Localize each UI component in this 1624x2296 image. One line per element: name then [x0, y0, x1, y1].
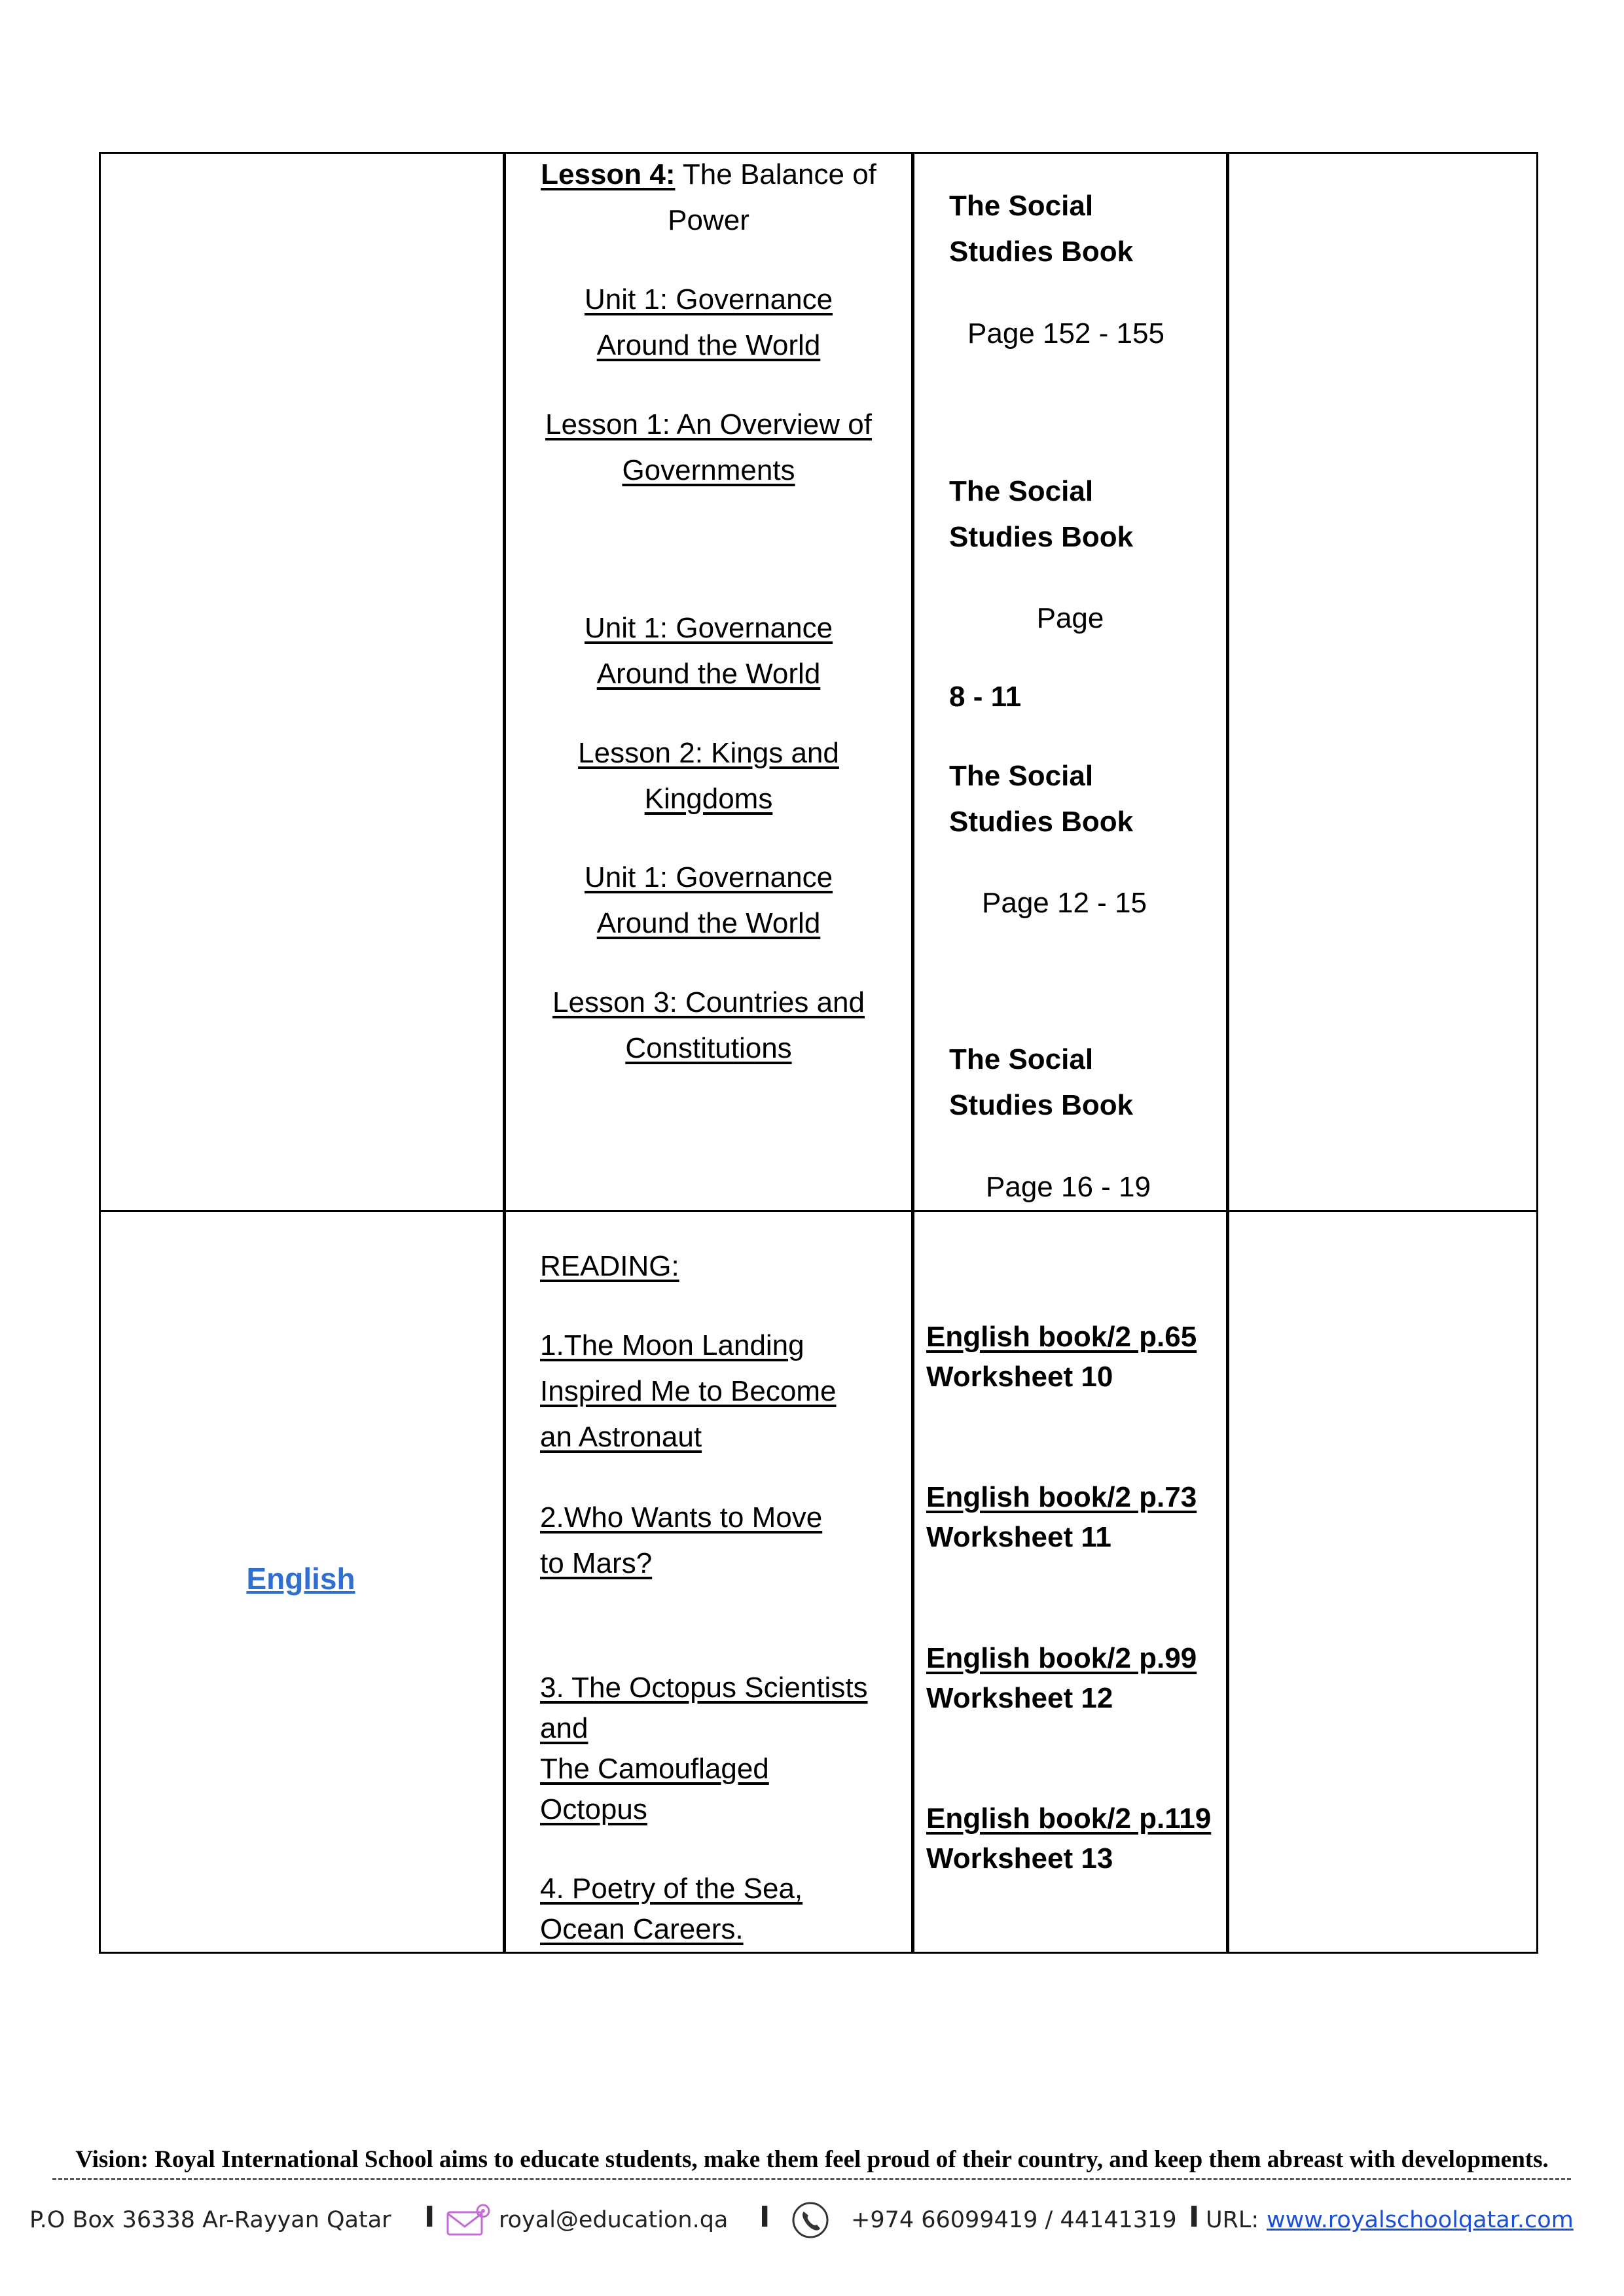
resource-page-d: Page 16 - 19 [986, 1171, 1151, 1203]
resource-book-c [949, 753, 1133, 845]
table-left-border [99, 152, 101, 1954]
unit-1-heading-c [506, 855, 911, 946]
book-title-line2: Studies Book [949, 806, 1134, 838]
separator: I [424, 2200, 435, 2234]
english-resource-1 [926, 1317, 1197, 1397]
reading-item-line: 3. The Octopus Scientists [540, 1672, 868, 1704]
table-right-border [1536, 152, 1538, 1954]
column-divider-2 [911, 152, 914, 1954]
reading-item-1 [540, 1323, 836, 1460]
contact-bar [0, 2199, 1624, 2245]
english-book-ref: English book/2 p.73 [926, 1481, 1197, 1513]
resource-page-c: Page 12 - 15 [982, 887, 1147, 919]
book-title-line1: The Social [949, 190, 1094, 222]
reading-item-line: an Astronaut [540, 1421, 702, 1453]
column-divider-3 [1226, 152, 1229, 1954]
english-book-ref: English book/2 p.65 [926, 1321, 1197, 1353]
reading-item-line: The Camouflaged [540, 1753, 769, 1785]
book-title-line2: Studies Book [949, 236, 1134, 268]
reading-item-line: and [540, 1712, 588, 1744]
phone-icon [791, 2200, 830, 2246]
english-resource-3 [926, 1638, 1197, 1718]
unit-1-line1: Unit 1: Governance [584, 283, 833, 315]
url-label: URL: [1206, 2207, 1259, 2233]
resource-book-a [949, 183, 1133, 275]
english-resource-4 [926, 1799, 1211, 1878]
english-book-ref: English book/2 p.119 [926, 1803, 1212, 1835]
worksheet-ref: Worksheet 12 [926, 1682, 1113, 1714]
resource-book-d [949, 1037, 1133, 1128]
reading-heading: READING: [540, 1250, 679, 1282]
unit-1-line2: Around the World [596, 329, 821, 361]
subject-english-link[interactable]: English [246, 1562, 355, 1596]
reading-item-4 [540, 1869, 803, 1950]
book-title-line1: The Social [949, 760, 1094, 792]
lesson-2-title [506, 730, 911, 822]
lesson-4-title [506, 152, 911, 198]
lesson-3-line1: Lesson 3: Countries and [552, 986, 865, 1018]
email-icon [445, 2202, 491, 2244]
unit-1-line2: Around the World [596, 907, 821, 939]
lesson-4-title-line2: Power [668, 204, 749, 236]
resource-book-b [949, 469, 1133, 560]
separator: I [759, 2200, 770, 2234]
lesson-3-title [506, 980, 911, 1071]
row-divider [99, 1210, 1538, 1212]
lesson-column [506, 152, 911, 243]
english-resource-2 [926, 1477, 1197, 1557]
book-title-line2: Studies Book [949, 521, 1134, 553]
worksheet-ref: Worksheet 11 [926, 1521, 1111, 1553]
reading-item-line: Octopus [540, 1793, 647, 1825]
reading-item-line: Inspired Me to Become [540, 1375, 837, 1407]
worksheet-ref: Worksheet 10 [926, 1361, 1113, 1393]
lesson-1-line1: Lesson 1: An Overview of [545, 408, 872, 440]
unit-1-heading-b [506, 605, 911, 697]
reading-item-line: Ocean Careers. [540, 1913, 744, 1945]
lesson-2-line2: Kingdoms [644, 783, 773, 815]
book-title-line2: Studies Book [949, 1089, 1134, 1121]
lesson-2-line1: Lesson 2: Kings and [578, 737, 839, 769]
unit-1-line2: Around the World [596, 658, 821, 690]
footer-divider [52, 2178, 1571, 2180]
reading-item-2 [540, 1495, 822, 1587]
resource-page-b-label: Page [1036, 602, 1104, 634]
lesson-3-line2: Constitutions [625, 1032, 792, 1064]
reading-item-line: 4. Poetry of the Sea, [540, 1873, 803, 1905]
table-bottom-border [99, 1952, 1538, 1954]
worksheet-ref: Worksheet 13 [926, 1842, 1113, 1874]
book-title-line1: The Social [949, 475, 1094, 507]
email-address[interactable]: royal@education.qa [499, 2207, 729, 2233]
po-box: P.O Box 36338 Ar-Rayyan Qatar [29, 2207, 391, 2233]
vision-statement: Vision: Royal International School aims to educate students, make them feel proud of their country, and keep them abreast with developments. [75, 2146, 1549, 2173]
lesson-1-title [506, 402, 911, 493]
lesson-4-label: Lesson 4: [541, 158, 676, 190]
reading-item-3 [540, 1668, 868, 1830]
reading-item-line: to Mars? [540, 1547, 653, 1579]
reading-item-line: 1.The Moon Landing [540, 1329, 804, 1361]
separator: I [1189, 2200, 1200, 2234]
phone-number: +974 66099419 / 44141319 [851, 2207, 1177, 2233]
resource-page-b-range: 8 - 11 [949, 681, 1022, 713]
unit-1-line1: Unit 1: Governance [584, 861, 833, 893]
lesson-1-line2: Governments [622, 454, 795, 486]
resource-page-a: Page 152 - 155 [967, 317, 1164, 350]
reading-item-line: 2.Who Wants to Move [540, 1501, 823, 1534]
unit-1-heading-a [506, 277, 911, 368]
english-book-ref: English book/2 p.99 [926, 1642, 1197, 1674]
unit-1-line1: Unit 1: Governance [584, 612, 833, 644]
website-link[interactable]: www.royalschoolqatar.com [1267, 2207, 1574, 2233]
book-title-line1: The Social [949, 1043, 1094, 1075]
lesson-4-title-text: The Balance of [675, 158, 876, 190]
